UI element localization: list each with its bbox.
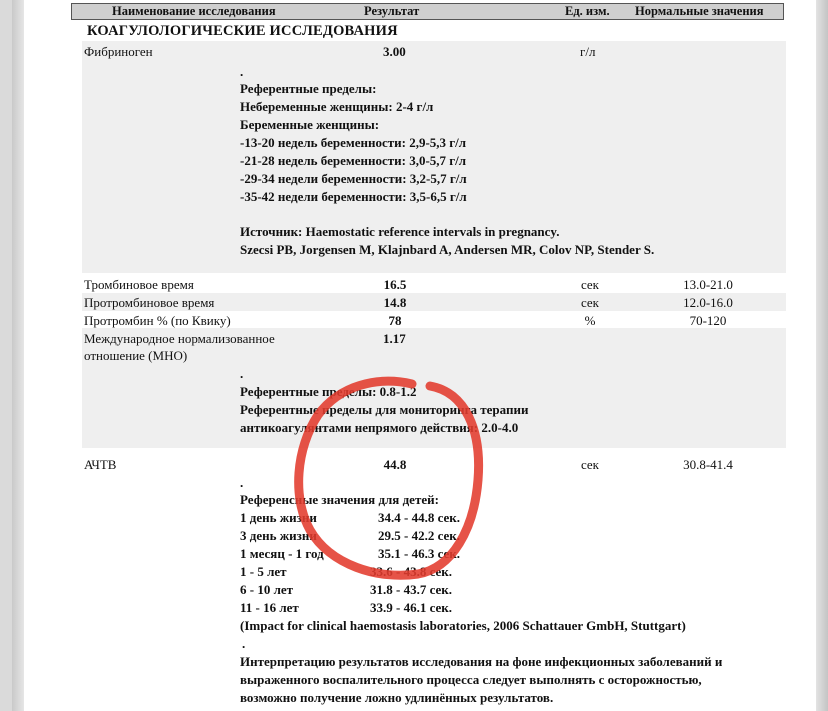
page-shadow-left [12,0,24,711]
row-value: 78 [388,313,402,328]
mno-value: 1.17 [383,331,406,346]
achtv-interp: Интерпретацию результатов исследования на фоне инфекционных заболеваний и [240,654,723,669]
mno-name: Международное нормализованное [84,331,275,346]
fibrinogen-source: Szecsi PB, Jorgensen M, Klajnbard A, Andersen MR, Colov NP, Stender S. [240,242,655,257]
header-name: Наименование исследования [112,4,276,18]
fibrinogen-ref-line: -13-20 недель беременности: 2,9-5,3 г/л [240,135,467,150]
row-norm: 13.0-21.0 [683,277,733,292]
child-age: 3 день жизни [240,528,317,543]
row-unit: сек [580,295,599,310]
fibrinogen-name: Фибриноген [84,44,153,59]
achtv-children-title: Референсные значения для детей: [240,492,439,507]
table-header [71,3,784,20]
child-range: 35.1 - 46.3 сек. [378,546,461,561]
header-result: Результат [364,4,420,18]
achtv-name: АЧТВ [84,457,117,472]
row-unit: сек [580,277,599,292]
mno-ref: антикоагулянтами непрямого действия: 2.0-4.0 [240,420,519,435]
child-age: 1 - 5 лет [240,564,287,579]
mno-dot: . [240,366,244,381]
row-name: Протромбин % (по Квику) [84,313,231,328]
achtv-impact: (Impact for clinical haemostasis laboratories, 2006 Schattauer GmbH, Stuttgart) [240,618,686,633]
achtv-interp: возможно получение ложно удлинённых результатов. [240,690,554,705]
row-value: 14.8 [383,295,407,310]
row-value: 16.5 [383,277,407,292]
page-shadow-right [816,0,828,711]
achtv-unit: сек [580,457,599,472]
row-norm: 12.0-16.0 [683,295,733,310]
row-name: Протромбиновое время [84,295,215,310]
mno-name: отношение (МНО) [84,348,188,363]
header-norm: Нормальные значения [635,4,764,18]
fibrinogen-ref-line: -29-34 недели беременности: 3,2-5,7 г/л [240,171,467,186]
fibrinogen-source: Источник: Haemostatic reference intervals in pregnancy. [240,224,560,239]
mno-ref: Референтные пределы: 0.8-1.2 [240,384,417,399]
child-range: 31.8 - 43.7 сек. [370,582,453,597]
child-age: 6 - 10 лет [240,582,294,597]
fibrinogen-ref-line: -21-28 недель беременности: 3,0-5,7 г/л [240,153,467,168]
section-title: КОАГУЛОЛОГИЧЕСКИЕ ИССЛЕДОВАНИЯ [87,23,398,39]
child-range: 33.9 - 46.1 сек. [370,600,453,615]
achtv-dot: . [240,475,244,490]
achtv-dot2: . [242,636,246,651]
row-norm: 70-120 [689,313,727,328]
fibrinogen-unit: г/л [580,44,596,59]
child-age: 1 день жизни [240,510,317,525]
row-name: Тромбиновое время [84,277,194,292]
fibrinogen-value: 3.00 [383,44,406,59]
mno-ref: Референтные пределы для мониторинга терапии [240,402,529,417]
fibrinogen-ref-line: Референтные пределы: [240,81,377,96]
fibrinogen-ref-line: Небеременные женщины: 2-4 г/л [240,99,434,114]
achtv-norm: 30.8-41.4 [683,457,733,472]
fibrinogen-ref-line: -35-42 недели беременности: 3,5-6,5 г/л [240,189,467,204]
child-range: 29.5 - 42.2 сек. [378,528,461,543]
child-age: 1 месяц - 1 год [240,546,324,561]
achtv-value: 44.8 [383,457,407,472]
header-unit: Ед. изм. [565,4,610,18]
achtv-interp: выраженного воспалительного процесса следует выполнять с осторожностью, [240,672,702,687]
row-unit: % [584,313,596,328]
child-range: 33.6 - 43.8 сек. [370,564,453,579]
fibrinogen-dot: . [240,64,244,79]
child-age: 11 - 16 лет [240,600,299,615]
child-range: 34.4 - 44.8 сек. [378,510,461,525]
fibrinogen-ref-line: Беременные женщины: [240,117,380,132]
